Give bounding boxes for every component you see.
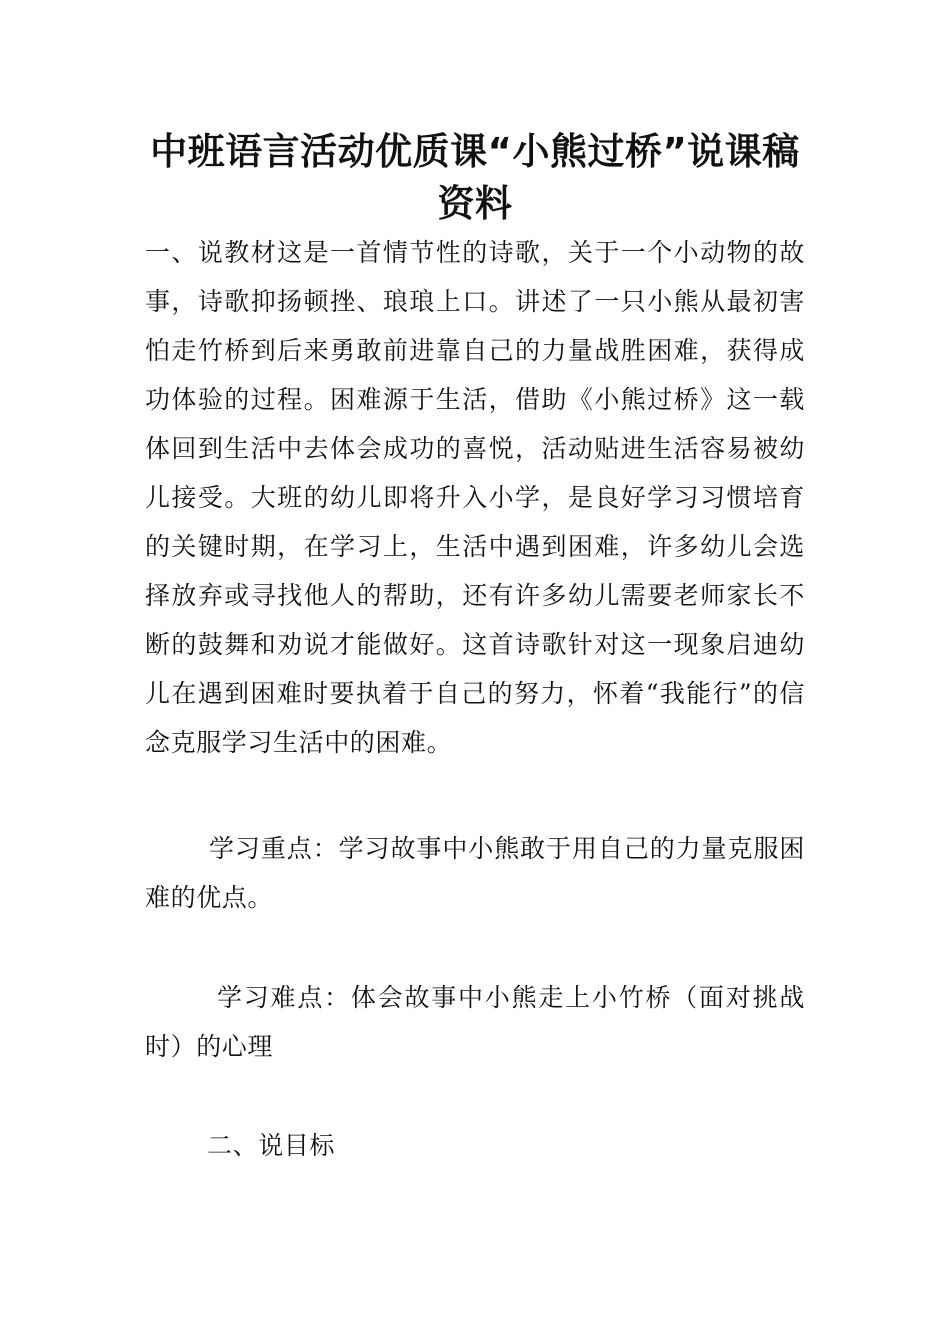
paragraph-textbook-analysis: 一、说教材这是一首情节性的诗歌，关于一个小动物的故事，诗歌抑扬顿挫、琅琅上口。讲述了一只小熊从最初害怕走竹桥到后来勇敢前进靠自己的力量战胜困难，获得成功体验的过程。困难源于生活，借助《小熊过桥》这一载体回到生活中去体会成功的喜悦，活动贴进生活容易被幼儿接受。大班的幼儿即将升入小学，是良好学习习惯培育的关键时期，在学习上，生活中遇到困难，许多幼儿会选择放弃或寻找他人的帮助，还有许多幼儿需要老师家长不断的鼓舞和劝说才能做好。这首诗歌针对这一现象启迪幼儿在遇到困难时要执着于自己的努力，怀着“我能行”的信念克服学习生活中的困难。	[145, 238, 805, 757]
section-heading-objectives: 二、说目标	[207, 1131, 336, 1160]
paragraph-key-point: 学习重点：学习故事中小熊敢于用自己的力量克服困难的优点。	[145, 834, 805, 912]
document-title: 中班语言活动优质课“小熊过桥”说课稿资料	[150, 130, 800, 225]
paragraph-difficult-point: 学习难点：体会故事中小熊走上小竹桥（面对挑战时）的心理	[145, 983, 805, 1061]
